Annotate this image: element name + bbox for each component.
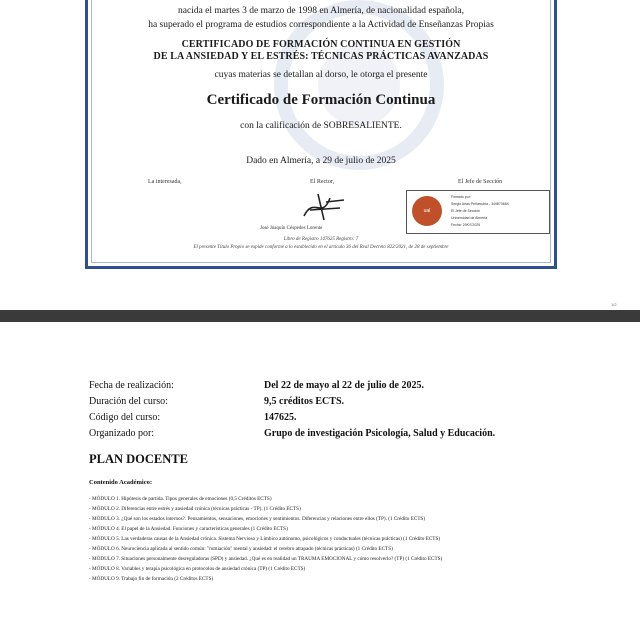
detail-label: Código del curso: <box>89 412 161 423</box>
certificate-title: Certificado de Formación Continua <box>206 92 436 108</box>
detail-value: Grupo de investigación Psicología, Salud y Educación. <box>264 428 496 439</box>
list-item: - MÓDULO 4. El papel de la Ansiedad. Funciones y características generales (1 Crédito ECTS) <box>89 526 288 532</box>
list-item: - MÓDULO 3. ¿Qué son los estados internos?. Pensamientos, sensaciones, emociones y sentimientos. Diferencias y relaciones entre ellos (TP). (1 Crédito ECTS) <box>89 516 426 522</box>
detail-value: 147625. <box>264 412 297 423</box>
detail-value: 9,5 créditos ECTS. <box>264 396 344 407</box>
detail-label: Duración del curso: <box>89 396 168 407</box>
details-page <box>0 322 640 640</box>
plan-docente-heading: PLAN DOCENTE <box>89 452 188 466</box>
certificate-page <box>0 0 640 310</box>
stamp-line: Universidad de Almería <box>451 216 488 220</box>
certificate-border <box>85 0 557 269</box>
signature-label-interesada: La interesada, <box>148 179 182 185</box>
stamp-line: Fecha: 29/07/2025 <box>451 223 481 227</box>
course-name-line-2: DE LA ANSIEDAD Y EL ESTRÉS: TÉCNICAS PRÁCTICAS AVANZADAS <box>153 51 489 62</box>
electronic-signature-stamp <box>406 190 550 234</box>
list-item: - MÓDULO 5. Las verdaderas causas de la Ansiedad crónica. Sistema Nervioso y Límbico autónomo, psicológicos y conductuales (técnicas prácticas) (1 Crédito ECTS) <box>89 536 441 542</box>
list-item: - MÓDULO 2. Diferencias entre estrés y ansiedad crónica (técnicas prácticas - TP). (1 Crédito ECTS) <box>89 506 301 512</box>
stamp-line: Firmado por: <box>451 195 471 199</box>
legal-note: El presente Título Propio se expide conforme a lo establecido en el artículo 36 del Real Decreto 822/2021, de 28 de septiembre <box>193 245 449 250</box>
date-place-line: Dado en Almería, a 29 de julio de 2025 <box>246 156 396 166</box>
registry-line: Libro de Registro 147625 Registro: 7 <box>283 237 359 242</box>
detail-label: Fecha de realización: <box>89 380 174 391</box>
rector-signature-mark <box>300 190 350 224</box>
signature-label-rector: El Rector, <box>310 179 335 185</box>
list-item: - MÓDULO 8. Variables y terapia psicológica en protocolos de ansiedad crónica (TP) (1 Crédito ECTS) <box>89 566 306 572</box>
program-line: ha superado el programa de estudios correspondiente a la Actividad de Enseñanzas Propias <box>148 20 494 30</box>
list-item: - MÓDULO 6. Neurociencia aplicada al sentido común: "rumiación" mental y ansiedad: el cerebro atrapado (técnicas prácticas) (1 Crédito ECTS) <box>89 546 393 552</box>
list-item: - MÓDULO 7. Situaciones personalmente desreguladoras (SPD) y ansiedad. ¿Qué es en realidad un TRAUMA EMOCIONAL y cómo resolverlo? (TP) (1 Crédito ECTS) <box>89 556 443 562</box>
course-name-line-1: CERTIFICADO DE FORMACIÓN CONTINUA EN GESTIÓN <box>181 39 461 50</box>
materias-line: cuyas materias se detallan al dorso, le otorga el presente <box>214 70 428 80</box>
university-badge-icon: ual <box>412 196 442 226</box>
stamp-line: Sergio Arias Peñarrubia - 34987366X <box>451 202 509 206</box>
list-item: - MÓDULO 9. Trabajo fin de formación (2 Créditos ECTS) <box>89 576 214 582</box>
detail-value: Del 22 de mayo al 22 de julio de 2025. <box>264 380 424 391</box>
list-item: - MÓDULO 1. Hipótesis de partida. Tipos generales de emociones (0,5 Créditos ECTS) <box>89 496 272 502</box>
contenido-academico-label: Contenido Académico: <box>89 479 153 486</box>
signature-label-jefe: El Jefe de Sección <box>458 179 503 185</box>
birth-line: nacida el martes 3 de marzo de 1998 en Almería, de nacionalidad española, <box>178 6 464 16</box>
detail-label: Organizado por: <box>89 428 155 439</box>
page-number: 1/2 <box>611 302 617 307</box>
rector-name: José Joaquín Céspedes Lorente <box>260 226 323 231</box>
stamp-line: El Jefe de Sección <box>451 209 480 213</box>
calificacion-line: con la calificación de SOBRESALIENTE. <box>240 121 402 131</box>
module-list <box>89 494 442 584</box>
